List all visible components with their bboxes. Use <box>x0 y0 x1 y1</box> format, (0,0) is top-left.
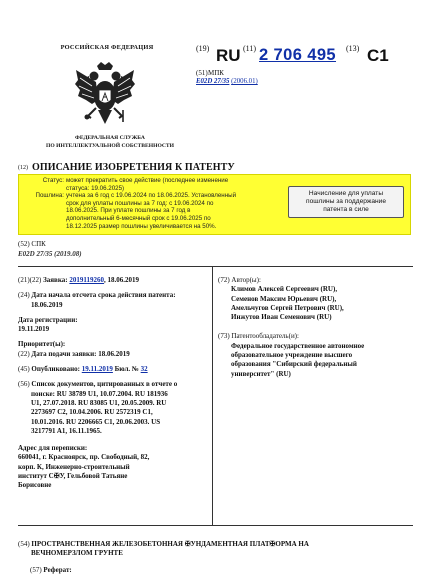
fee-button-line-3: патента в силе <box>323 206 369 213</box>
bulletin-number-link[interactable]: 32 <box>140 365 148 374</box>
inid-11: (11) <box>243 44 257 53</box>
fee-button-line-1: Начисление для уплаты <box>308 190 384 197</box>
fee-text-4: дополнительный 6-месячный срок с 19.06.2025 по <box>66 215 211 222</box>
holder-header <box>218 332 413 341</box>
holder-line-4: университет" (RU) <box>231 369 291 378</box>
mpk-label: МПК <box>208 69 224 77</box>
holder-label: Патентообладатель(и): <box>231 332 299 341</box>
address-line-4: Борисовне <box>18 481 52 490</box>
country-code: RU <box>216 46 241 65</box>
inid-54: (54) <box>18 540 30 548</box>
holder-line-2: образовательное учреждение высшего <box>231 351 353 360</box>
author-item: Климов Алексей Сергеевич (RU), <box>231 285 338 294</box>
inid-56: (56) <box>18 380 30 389</box>
invention-title-line-1: ПРОСТРАНСТВЕННАЯ ЖЕЛЕЗОБЕТОННАЯ ✠УНДАМЕНТНАЯ ПЛАТ✠ОРМА НА <box>31 540 309 548</box>
bibliographic-right <box>218 276 413 379</box>
registration-label: Дата регистрации: <box>18 315 78 324</box>
cited-docs-line-1: Список документов, цитированных в отчете о <box>31 380 178 389</box>
kind-code: C1 <box>367 46 389 65</box>
section-divider-bottom <box>18 525 413 526</box>
bulletin-label: Бюл. № <box>114 365 139 374</box>
federation-title: РОССИЙСКАЯ ФЕДЕРАЦИЯ <box>60 44 154 51</box>
application-date: , 18.06.2019 <box>103 276 139 284</box>
patent-office-name <box>30 135 190 150</box>
fee-text-1: учтена за 6 год с 19.06.2024 по 18.06.2025. Установленный <box>66 192 237 200</box>
status-text-1: может прекратить свое действие (последнее изменение <box>66 177 229 184</box>
fee-label: Пошлина: <box>35 192 64 200</box>
cpc-header <box>18 240 46 249</box>
fee-button-line-2: пошлины за поддержание <box>306 198 386 205</box>
inid-73: (73) <box>218 332 230 341</box>
inid-52: (52) <box>18 240 30 248</box>
author-item: Амельчугов Сергей Петрович (RU), <box>231 303 344 312</box>
address-line-1: 660041, г. Красноярск, пр. Свободный, 82, <box>18 453 150 462</box>
publication-date-link[interactable]: 19.11.2019 <box>81 365 113 374</box>
author-item: Семенов Максим Юрьевич (RU), <box>231 294 337 303</box>
inid-12: (12) <box>18 165 28 171</box>
cited-docs-line-3: U1, 27.07.2018. RU 83085 U1, 20.05.2009. RU <box>31 398 167 407</box>
inid-13: (13) <box>346 44 360 53</box>
inid-19: (19) <box>196 44 210 53</box>
term-start-date: 18.06.2019 <box>31 300 63 309</box>
column-divider <box>212 267 213 525</box>
cited-docs-line-6: 3217791 A1, 16.11.1965. <box>31 426 102 435</box>
address-line-2: корп. К, Инженерно-строительный <box>18 462 130 471</box>
filing-label: Дата подачи заявки: <box>31 349 97 358</box>
term-start-label: Дата начала отсчета срока действия патента: <box>31 291 176 300</box>
address-line-3: институт С✠У, Гельбовой Татьяне <box>18 472 128 481</box>
cpc-value: E02D 27/35 (2019.08) <box>18 250 82 258</box>
application-label: Заявка: <box>43 276 68 284</box>
cited-docs-line-2: поиске: RU 38789 U1, 10.07.2004. RU 181936 <box>31 389 168 398</box>
inid-24: (24) <box>18 291 30 300</box>
inid-51: (51) <box>196 69 208 77</box>
inid-21-22: (21)(22) <box>18 276 42 284</box>
registration-date: 19.11.2019 <box>18 325 50 334</box>
fee-text-3: 18.06.2025. При уплате пошлины за 7 год в <box>66 207 191 215</box>
status-label: Статус: <box>42 177 64 184</box>
russian-coat-of-arms-icon <box>74 60 136 128</box>
bibliographic-left <box>18 276 210 491</box>
author-item: Инжутов Иван Семенович (RU) <box>231 313 332 322</box>
publication-label: Опубликовано: <box>31 365 81 374</box>
ipc-version-link[interactable]: (2006.01) <box>231 78 258 85</box>
status-panel <box>18 174 411 235</box>
section-divider-top <box>18 266 413 267</box>
correspondence-address <box>18 444 210 490</box>
patent-number-link[interactable]: 2 706 495 <box>259 46 337 64</box>
term-start-row <box>18 291 210 300</box>
invention-title <box>18 540 418 559</box>
address-label: Адрес для переписки: <box>18 444 88 453</box>
cpc-label: СПК <box>31 240 46 248</box>
ipc-code-link[interactable]: E02D 27/35 <box>196 78 230 85</box>
application-row <box>18 276 210 285</box>
inid-22: (22) <box>18 349 30 358</box>
abstract-header <box>30 566 72 575</box>
authors-label: Автор(ы): <box>231 276 261 284</box>
inid-72: (72) <box>218 276 230 284</box>
invention-title-line-2: ВЕЧНОМЕРЗЛОМ ГРУНТЕ <box>31 549 123 558</box>
document-type-title: ОПИСАНИЕ ИЗОБРЕТЕНИЯ К ПАТЕНТУ <box>32 162 235 173</box>
fee-text-2: срок для уплаты пошлины за 7 год: с 19.06.2024 по <box>66 199 214 207</box>
cited-documents <box>18 380 210 436</box>
publication-row <box>18 365 210 374</box>
filing-date: 18.06.2019 <box>98 349 130 358</box>
service-line-2: ПО ИНТЕЛЛЕКТУАЛЬНОЙ СОБСТВЕННОСТИ <box>46 142 174 149</box>
cited-docs-line-4: 2273697 C2, 10.04.2006. RU 2572319 C1, <box>31 408 153 417</box>
holder-line-1: Федеральное государственное автономное <box>231 341 365 350</box>
fee-calculation-button[interactable] <box>288 186 404 218</box>
fee-text-5: 18.12.2025 размер пошлины увеличивается на 50%. <box>66 222 217 230</box>
abstract-label: Реферат: <box>43 566 72 574</box>
priority-label: Приоритет(ы): <box>18 340 66 349</box>
application-number-link[interactable]: 2019119260 <box>69 276 104 284</box>
holder-line-3: образования "Сибирский федеральный <box>231 360 357 369</box>
inid-45: (45) <box>18 365 30 374</box>
status-text-2: статуса: 19.06.2025) <box>66 184 125 192</box>
ipc-classification <box>196 78 258 85</box>
cited-docs-line-5: 10.01.2016. RU 2206665 C1, 20.06.2003. US <box>31 417 161 426</box>
filing-row <box>18 350 210 359</box>
inid-57: (57) <box>30 566 42 574</box>
service-line-1: ФЕДЕРАЛЬНАЯ СЛУЖБА <box>75 135 145 141</box>
authors-header <box>218 276 413 285</box>
